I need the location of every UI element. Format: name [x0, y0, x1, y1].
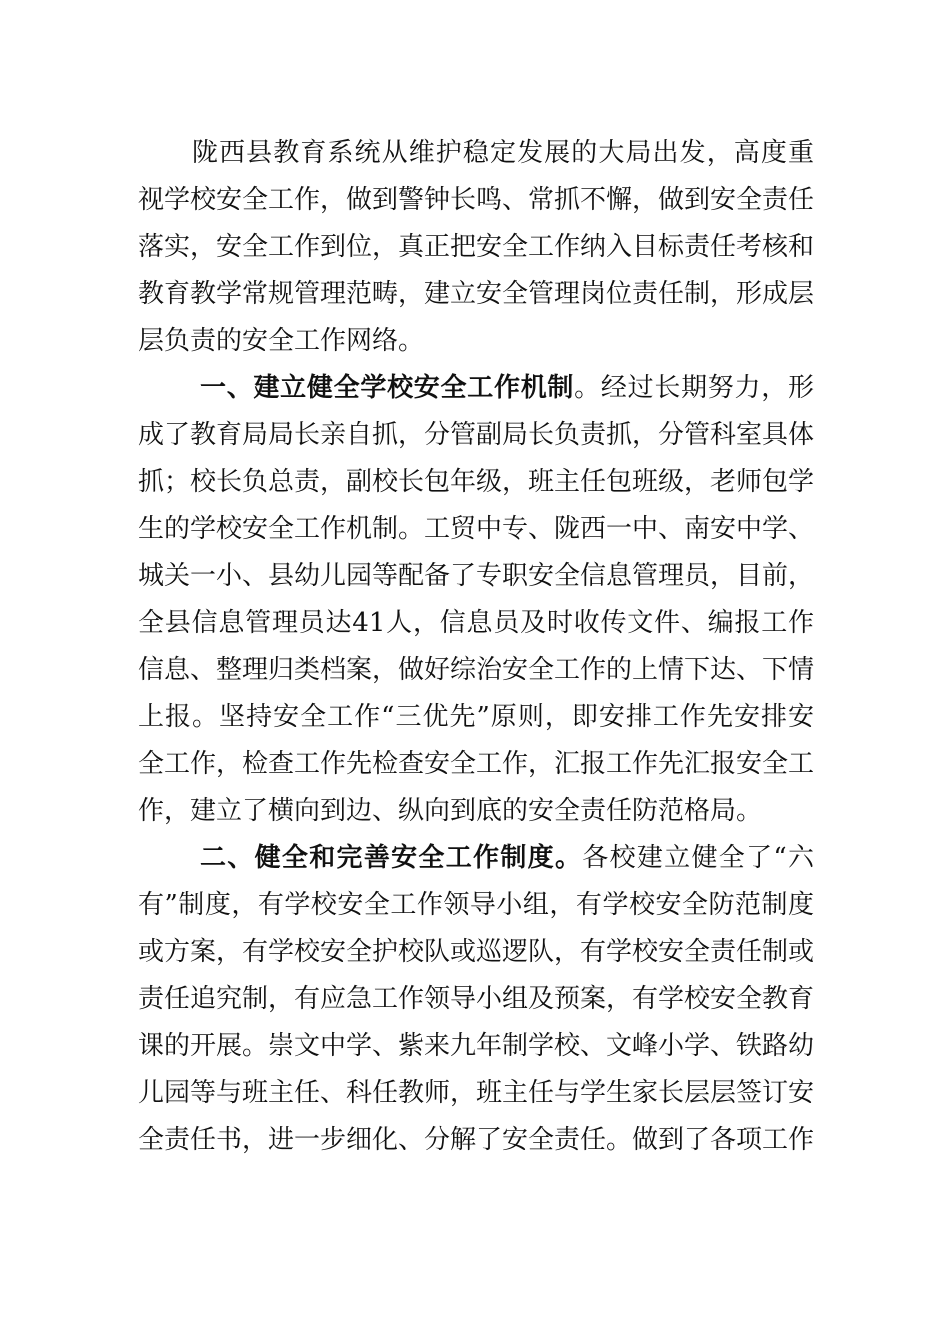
intro-paragraph [138, 130, 814, 365]
document-body [138, 130, 814, 1164]
section-1-heading: 一、建立健全学校安全工作机制 [200, 373, 575, 403]
section-2-body: 各校建立健全了“六有”制度，有学校安全工作领导小组，有学校安全防范制度或方案，有学校安全护校队或巡逻队，有学校安全责任制或责任追究制，有应急工作领导小组及预案，有学校安全教育课的开展。崇文中学、紫来九年制学校、文峰小学、铁路幼儿园等与班主任、科任教师，班主任与学生家长层层签订安全责任书，进一步细化、分解了安全责任。做到了各项工作 [138, 843, 815, 1155]
section-1-paragraph [138, 365, 814, 835]
section-2-heading: 二、健全和完善安全工作制度。 [200, 843, 583, 873]
section-1-body: 。经过长期努力，形成了教育局局长亲自抓，分管副局长负责抓，分管科室具体抓；校长负总责，副校长包年级，班主任包班级，老师包学生的学校安全工作机制。工贸中专、陇西一中、南安中学、城关一小、县幼儿园等配备了专职安全信息管理员，目前，全县信息管理员达41人，信息员及时收传文件、编报工作信息、整理归类档案，做好综治安全工作的上情下达、下情上报。坚持安全工作“三优先”原则，即安排工作先安排安全工作，检查工作先检查安全工作，汇报工作先汇报安全工作，建立了横向到边、纵向到底的安全责任防范格局。 [138, 373, 815, 826]
intro-text: 陇西县教育系统从维护稳定发展的大局出发，高度重视学校安全工作，做到警钟长鸣、常抓不懈，做到安全责任落实，安全工作到位，真正把安全工作纳入目标责任考核和教育教学常规管理范畴，建立安全管理岗位责任制，形成层层负责的安全工作网络。 [138, 138, 815, 356]
section-2-paragraph [138, 835, 814, 1164]
